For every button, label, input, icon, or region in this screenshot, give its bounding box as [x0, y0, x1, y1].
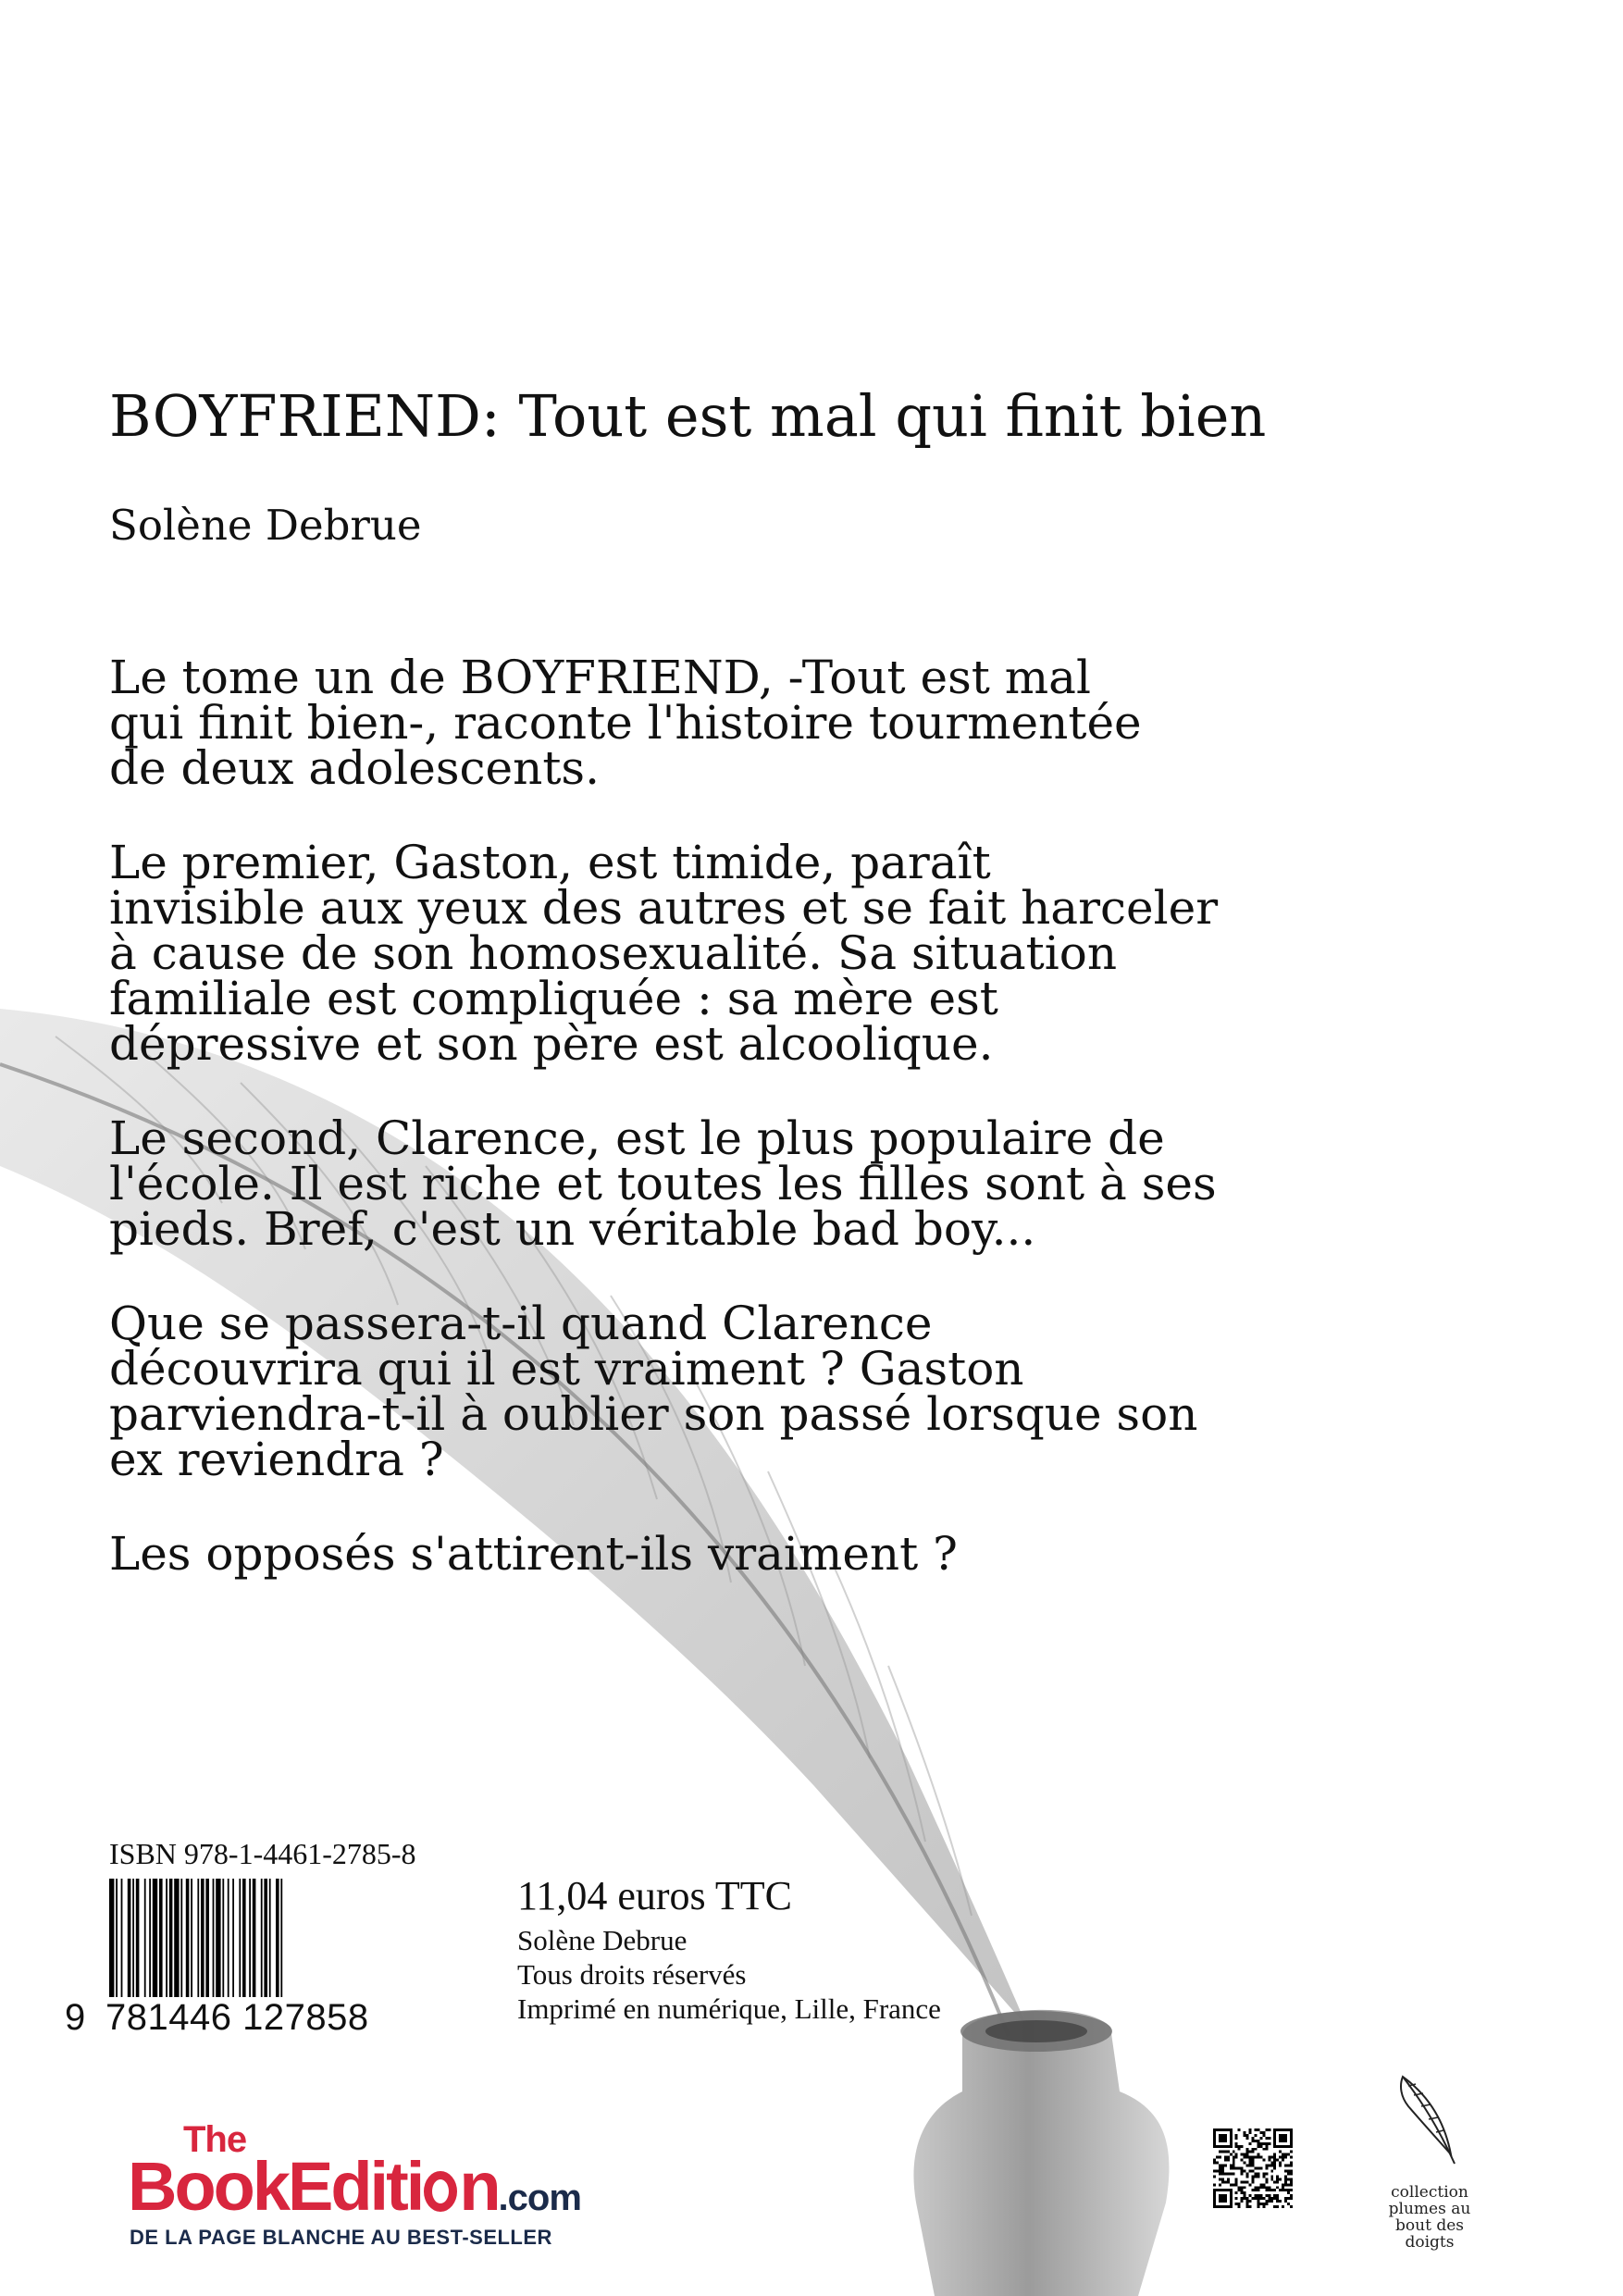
barcode-digits	[65, 1997, 455, 2039]
blurb-paragraph: Les opposés s'attirent-ils vraiment ?	[109, 1527, 958, 1581]
logo-the: The	[183, 2119, 247, 2160]
price: 11,04 euros TTC	[517, 1873, 792, 1918]
publisher-logo	[111, 2119, 666, 2258]
book-title: BOYFRIEND: Tout est mal qui finit bien	[109, 382, 1267, 450]
logo-name-part2: n	[459, 2148, 499, 2225]
collection-label	[1369, 2184, 1490, 2251]
copyright-holder: Solène Debrue	[517, 1924, 688, 1956]
isbn-label: ISBN 978-1-4461-2785-8	[109, 1837, 416, 1870]
printing-notice: Imprimé en numérique, Lille, France	[517, 1992, 941, 2025]
feather-icon	[1395, 2073, 1460, 2166]
barcode-first-digit: 9	[65, 1997, 86, 2038]
blurb-paragraph: Le premier, Gaston, est timide, paraît invisible aux yeux des autres et se fait harceler à cause de son homosexualité. Sa situation familiale est compliquée : sa mère est dépressive et son père est alcoolique.	[109, 836, 1219, 1071]
collection-line: collection	[1391, 2183, 1468, 2202]
logo-quill-o-icon	[424, 2171, 457, 2212]
logo-domain: .com	[498, 2178, 581, 2218]
barcode-number: 781446 127858	[105, 1997, 369, 2038]
collection-line: doigts	[1405, 2233, 1455, 2252]
book-author: Solène Debrue	[109, 501, 422, 550]
collection-line: plumes au	[1388, 2200, 1471, 2218]
blurb-paragraph: Le tome un de BOYFRIEND, -Tout est mal qui finit bien-, raconte l'histoire tourmentée de deux adolescents.	[109, 651, 1142, 795]
qr-code-icon	[1213, 2128, 1293, 2208]
blurb-paragraph: Le second, Clarence, est le plus populaire de l'école. Il est riche et toutes les filles sont à ses pieds. Bref, c'est un véritable bad boy...	[109, 1111, 1217, 1256]
blurb-paragraph: Que se passera-t-il quand Clarence découvrira qui il est vraiment ? Gaston parviendra-t-il à oublier son passé lorsque son ex reviendra ?	[109, 1297, 1198, 1486]
logo-tagline: DE LA PAGE BLANCHE AU BEST-SELLER	[130, 2226, 552, 2249]
logo-name-part1: BookEditi	[128, 2148, 423, 2225]
rights-notice: Tous droits réservés	[517, 1958, 747, 1991]
collection-line: bout des	[1395, 2216, 1464, 2235]
logo-wordmark	[128, 2147, 581, 2226]
book-blurb	[109, 651, 1275, 1626]
